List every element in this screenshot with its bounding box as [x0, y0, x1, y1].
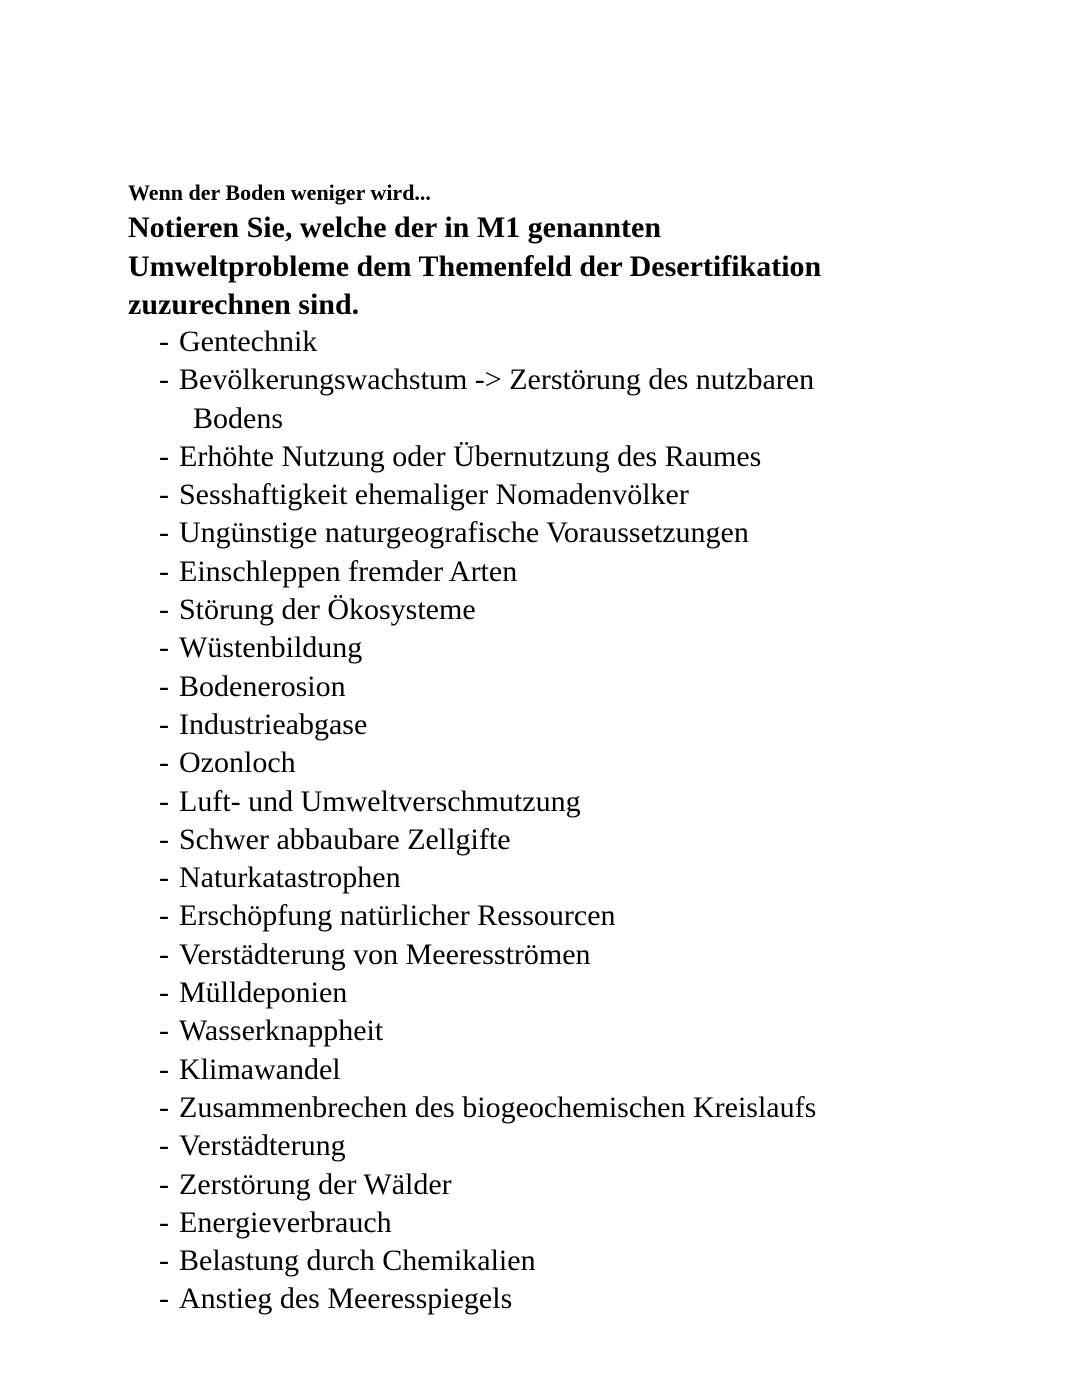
list-item [159, 897, 1039, 935]
list-item-text: Klimawandel [179, 1052, 341, 1086]
list-item-text: Ungünstige naturgeografische Voraussetzungen [179, 516, 749, 550]
list-bullet: - [159, 707, 169, 741]
list-item-text: Erschöpfung natürlicher Ressourcen [179, 899, 616, 933]
list-bullet: - [159, 593, 169, 627]
list-item-text: Industrieabgase [179, 707, 368, 741]
list-bullet: - [159, 822, 169, 856]
list-bullet: - [159, 554, 169, 588]
list-item [159, 783, 1039, 821]
list-item-text: Luft- und Umweltverschmutzung [179, 784, 581, 818]
environmental-problems-list [159, 323, 1039, 1319]
list-bullet: - [159, 976, 169, 1010]
list-item-text: Zusammenbrechen des biogeochemischen Kreislaufs [179, 1090, 817, 1124]
task-instruction [128, 209, 948, 325]
document-subtitle: Wenn der Boden weniger wird... [128, 180, 431, 205]
list-item-text: Verstädterung [179, 1129, 346, 1163]
list-bullet: - [159, 1014, 169, 1048]
list-item [159, 821, 1039, 859]
list-item [159, 706, 1039, 744]
list-bullet: - [159, 478, 169, 512]
list-bullet: - [159, 439, 169, 473]
list-bullet: - [159, 1129, 169, 1163]
list-item [159, 629, 1039, 667]
list-item-text: Belastung durch Chemikalien [179, 1244, 536, 1278]
list-bullet: - [159, 899, 169, 933]
list-item [159, 974, 1039, 1012]
list-item-text: Bevölkerungswachstum -> Zerstörung des nutzbaren [179, 363, 815, 397]
list-item [159, 438, 1039, 476]
list-bullet: - [159, 1090, 169, 1124]
list-item-text: Zerstörung der Wälder [179, 1167, 452, 1201]
list-item [159, 936, 1039, 974]
list-bullet: - [159, 631, 169, 665]
list-bullet: - [159, 1167, 169, 1201]
list-item-text: Störung der Ökosysteme [179, 593, 476, 627]
list-item [159, 514, 1039, 552]
list-item-text: Wasserknappheit [179, 1014, 384, 1048]
list-item-text: Schwer abbaubare Zellgifte [179, 822, 511, 856]
list-bullet: - [159, 1244, 169, 1278]
list-bullet: - [159, 516, 169, 550]
list-item-text: Verstädterung von Meeresströmen [179, 937, 591, 971]
list-item-text: Bodenerosion [179, 669, 346, 703]
list-item [159, 1204, 1039, 1242]
list-item-text: Wüstenbildung [179, 631, 363, 665]
list-item-text: Mülldeponien [179, 976, 348, 1010]
list-item-text: Energieverbrauch [179, 1205, 392, 1239]
list-item [159, 668, 1039, 706]
list-item [159, 744, 1039, 782]
list-bullet: - [159, 669, 169, 703]
list-item [159, 1242, 1039, 1280]
list-item-text: Anstieg des Meeresspiegels [179, 1282, 513, 1316]
list-bullet: - [159, 1282, 169, 1316]
list-item-text: Einschleppen fremder Arten [179, 554, 518, 588]
list-item [159, 1012, 1039, 1050]
list-item [159, 361, 1039, 438]
task-line: zuzurechnen sind. [128, 288, 360, 321]
list-bullet: - [159, 325, 169, 358]
list-item-continuation: Bodens [193, 401, 283, 435]
list-item-text: Sesshaftigkeit ehemaliger Nomadenvölker [179, 478, 689, 512]
list-bullet: - [159, 363, 169, 397]
list-item [159, 1166, 1039, 1204]
list-item [159, 1089, 1039, 1127]
list-item [159, 323, 1039, 361]
list-bullet: - [159, 861, 169, 895]
list-bullet: - [159, 746, 169, 780]
list-item-text: Ozonloch [179, 746, 296, 780]
list-bullet: - [159, 937, 169, 971]
task-line: Notieren Sie, welche der in M1 genannten [128, 211, 662, 244]
list-bullet: - [159, 784, 169, 818]
list-item [159, 1127, 1039, 1165]
list-item [159, 859, 1039, 897]
list-item [159, 1280, 1039, 1318]
list-item-text: Gentechnik [179, 325, 318, 358]
list-item-text: Erhöhte Nutzung oder Übernutzung des Raumes [179, 439, 762, 473]
list-bullet: - [159, 1205, 169, 1239]
list-item [159, 591, 1039, 629]
list-item [159, 553, 1039, 591]
task-line: Umweltprobleme dem Themenfeld der Desertifikation [128, 249, 822, 283]
list-bullet: - [159, 1052, 169, 1086]
list-item [159, 1051, 1039, 1089]
list-item [159, 476, 1039, 514]
list-item-text: Naturkatastrophen [179, 861, 401, 895]
